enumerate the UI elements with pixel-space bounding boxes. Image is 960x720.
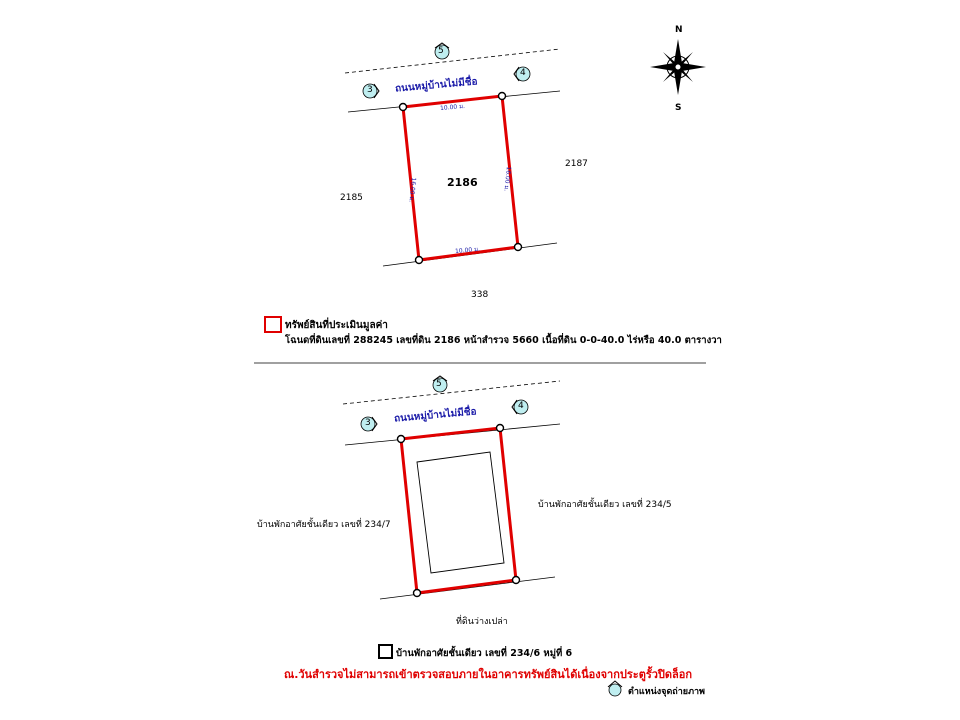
neighbor-bottom-label: ที่ดินว่างเปล่า — [456, 617, 508, 627]
building-legend-swatch — [378, 644, 393, 659]
compass-south-label: S — [675, 103, 682, 113]
photo-point-legend-icon — [608, 681, 622, 696]
road-name-label: ถนนหมู่บ้านไม่มีชื่อ — [394, 76, 479, 95]
parcel-legend-title: ทรัพย์สินที่ประเมินมูลค่า — [285, 320, 388, 331]
neighbor-right-label: 2187 — [565, 159, 588, 169]
dimension-right-label: 16.00 ม. — [502, 166, 513, 192]
building-legend-label: บ้านพักอาศัยชั้นเดียว เลขที่ 234/6 หมู่ที่ 6 — [396, 648, 573, 659]
building-outline — [417, 452, 504, 573]
parcel-boundary — [401, 428, 516, 593]
neighbor-left-label: 2185 — [340, 193, 363, 203]
compass-north-label: N — [675, 25, 683, 35]
parcel-legend-swatch — [264, 316, 282, 333]
marker-3-label: 3 — [365, 418, 371, 428]
rear-line — [380, 577, 555, 599]
neighbor-bottom-label: 338 — [471, 290, 489, 300]
road-name-label: ถนนหมู่บ้านไม่มีชื่อ — [393, 406, 478, 425]
neighbor-left-label: บ้านพักอาศัยชั้นเดียว เลขที่ 234/7 — [257, 520, 391, 530]
compass-rose-icon — [650, 39, 706, 95]
dimension-bottom-label: 10.00 ม. — [454, 245, 481, 256]
neighbor-right-label: บ้านพักอาศัยชั้นเดียว เลขที่ 234/5 — [538, 500, 672, 510]
road-centerline — [343, 381, 560, 404]
parcel-number-label: 2186 — [447, 176, 478, 189]
dimension-left-label: 16.00 ม. — [407, 177, 418, 203]
marker-3-label: 3 — [367, 85, 373, 95]
inspection-note: ณ.วันสำรวจไม่สามารถเข้าตรวจสอบภายในอาคารทรัพย์สินได้เนื่องจากประตูรั้วปิดล็อก — [284, 668, 693, 681]
marker-5-label: 5 — [436, 379, 442, 389]
marker-4-label: 4 — [518, 401, 524, 411]
marker-4-label: 4 — [520, 68, 526, 78]
photo-point-legend-label: ตำแหน่งจุดถ่ายภาพ — [628, 687, 705, 697]
marker-5-label: 5 — [438, 46, 444, 56]
dimension-top-label: 10.00 ม. — [439, 102, 466, 113]
parcel-legend-detail: โฉนดที่ดินเลขที่ 288245 เลขที่ดิน 2186 หน้าสำรวจ 5660 เนื้อที่ดิน 0-0-40.0 ไร่หรือ 40.0 ตารางวา — [285, 335, 722, 346]
